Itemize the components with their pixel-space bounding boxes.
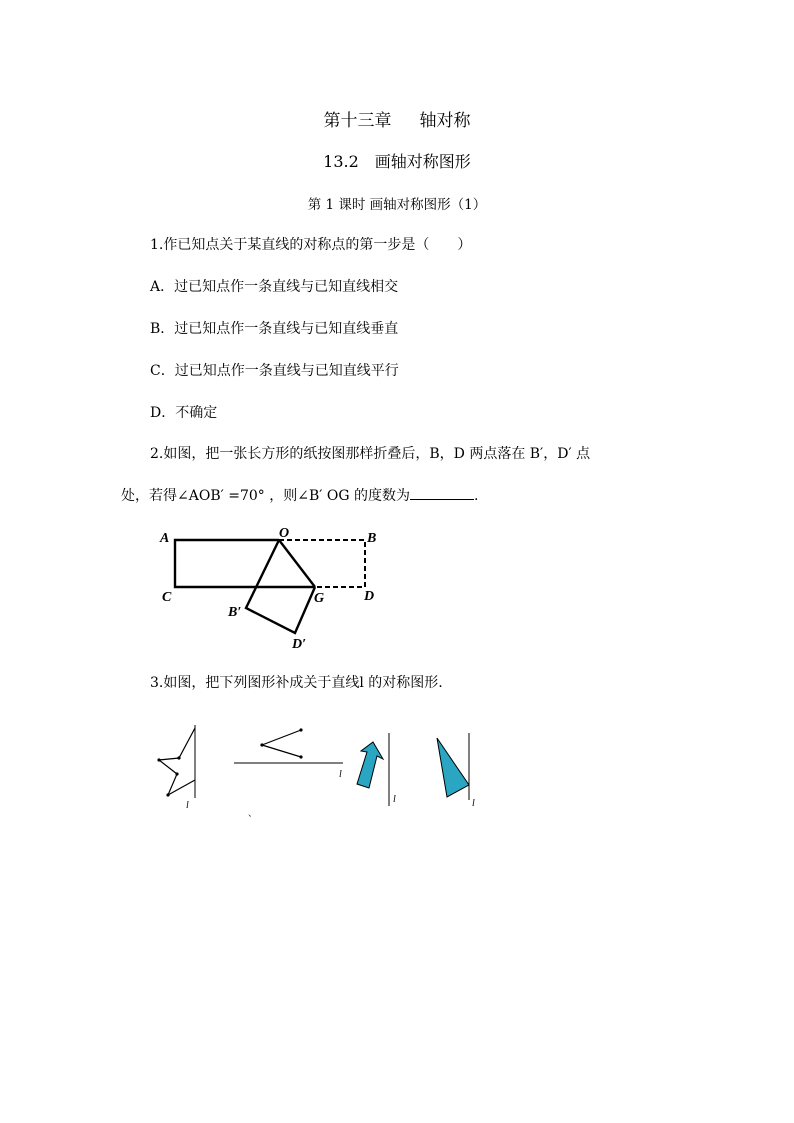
chapter-number: 第十三章 [323, 111, 392, 131]
q1-stem: 1.作已知点关于某直线的对称点的第一步是（ ） [150, 237, 472, 253]
lesson-title: 第 1 课时 画轴对称图形（1） [307, 197, 487, 213]
line-l-label-3: l [393, 794, 396, 805]
chapter-title: 轴对称 [419, 111, 471, 131]
q1-option-b: B．过已知点作一条直线与已知直线垂直 [150, 321, 399, 337]
line-l-label-2: l [339, 769, 342, 780]
q2-line1: 2.如图，把一张长方形的纸按图那样折叠后，B，D 两点落在 B′，D′ 点 [150, 446, 591, 462]
label-c: C [162, 590, 172, 605]
label-b: B [367, 531, 377, 546]
q2-line2-end: . [474, 488, 479, 504]
half-star-figure [157, 725, 195, 811]
q1-option-a: A．过已知点作一条直线与已知直线相交 [150, 279, 399, 295]
label-b-prime: B′ [228, 605, 242, 620]
q2-line2-text: 处，若得∠AOB′ =70° ，则∠B′ OG 的度数为 [121, 488, 410, 504]
q1-option-d: D．不确定 [150, 405, 218, 421]
angle-figure [234, 728, 343, 819]
q3-stem: 3.如图，把下列图形补成关于直线l 的对称图形. [150, 675, 443, 691]
label-a: A [160, 531, 170, 546]
label-d: D [364, 589, 375, 604]
label-d-prime: D′ [292, 637, 307, 652]
label-o: O [279, 526, 290, 541]
svg-text:、: 、 [248, 809, 258, 819]
label-g: G [314, 591, 325, 606]
line-l-label-4: l [472, 798, 475, 809]
line-l-label-1: l [186, 800, 189, 811]
q1-option-c: C．过已知点作一条直线与已知直线平行 [150, 363, 399, 379]
triangle-figure [437, 733, 475, 809]
section-title: 13.2 画轴对称图形 [323, 152, 471, 171]
arrow-figure [357, 733, 396, 806]
